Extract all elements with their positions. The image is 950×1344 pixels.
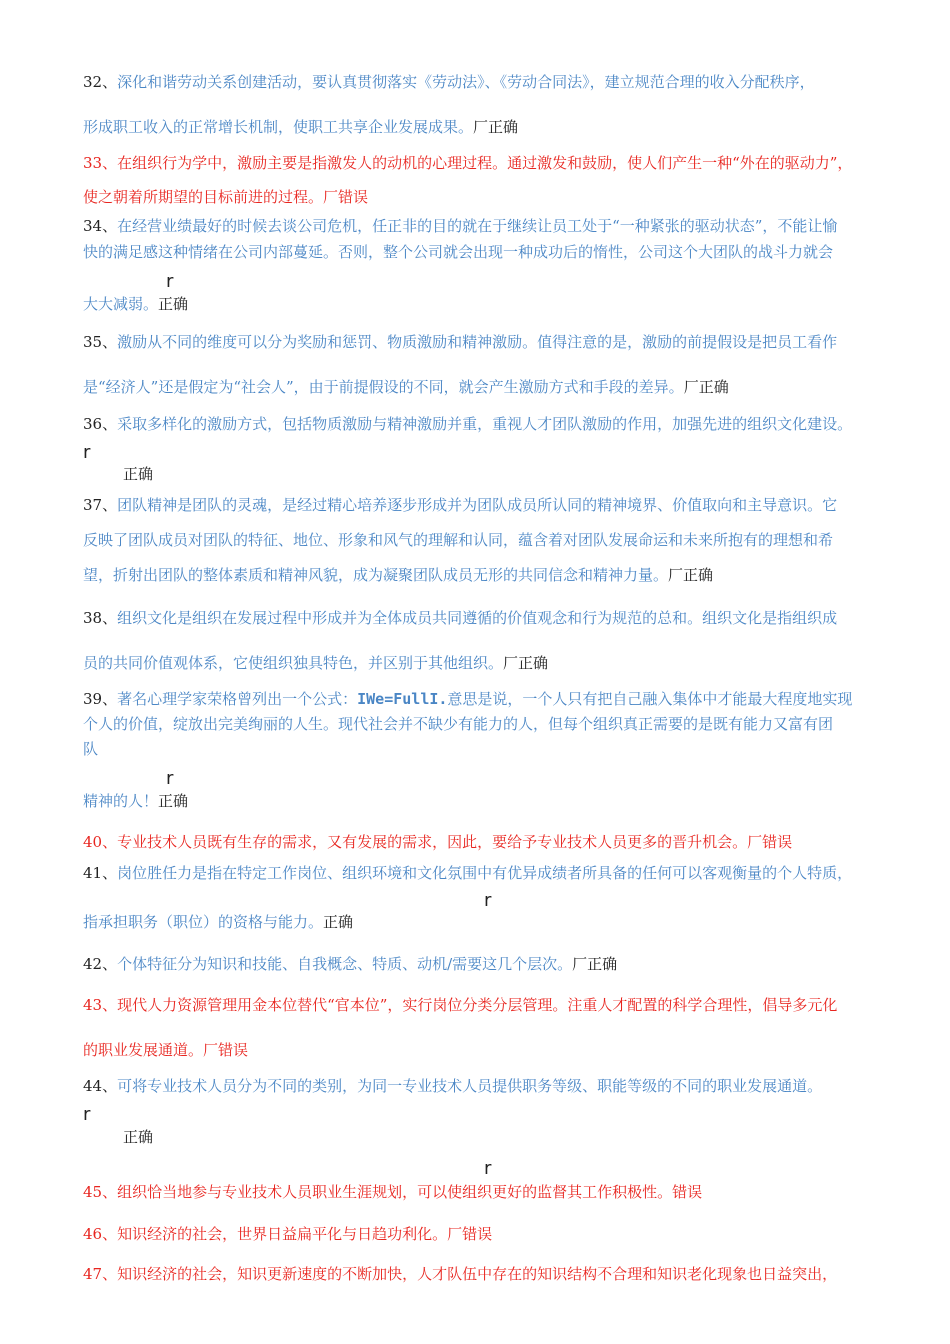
checkbox-mark: r	[166, 271, 174, 292]
answer-label: 厂错误	[447, 1225, 493, 1243]
checkbox-mark: r	[484, 890, 492, 911]
item-number: 39、	[83, 690, 118, 708]
answer-label: 错误	[672, 1183, 703, 1201]
item-number: 32、	[83, 73, 118, 91]
item-38-line-2: 员的共同价值观体系，它使组织独具特色，并区别于其他组织。厂正确	[83, 654, 549, 672]
item-number: 42、	[83, 955, 118, 973]
item-33-line-2: 使之朝着所期望的目标前进的过程。厂错误	[83, 188, 369, 206]
checkbox-mark: r	[83, 442, 91, 463]
item-number: 41、	[83, 864, 118, 882]
checkbox-mark: r	[83, 1104, 91, 1125]
item-number: 37、	[83, 496, 118, 514]
item-37-line-3: 望，折射出团队的整体素质和精神风貌，成为凝聚团队成员无形的共同信念和精神力量。厂正确	[83, 566, 714, 584]
item-35-line-1: 35、激励从不同的维度可以分为奖励和惩罚、物质激励和精神激励。值得注意的是，激励的前提假设是把员工看作	[83, 333, 838, 351]
item-45-line-1: 45、组织恰当地参与专业技术人员职业生涯规划，可以使组织更好的监督其工作积极性。错误	[83, 1183, 703, 1201]
item-36-line-1: 36、采取多样化的激励方式，包括物质激励与精神激励并重，重视人才团队激励的作用，加强先进的组织文化建设。	[83, 415, 853, 433]
item-number: 45、	[83, 1183, 118, 1201]
item-number: 35、	[83, 333, 118, 351]
item-number: 46、	[83, 1225, 118, 1243]
item-33-line-1: 33、在组织行为学中，激励主要是指激发人的动机的心理过程。通过激发和鼓励，使人们产生一种“外在的驱动力”，	[83, 154, 853, 172]
item-41-line-2: 指承担职务（职位）的资格与能力。正确	[83, 913, 354, 931]
answer-label: 正确	[123, 465, 154, 483]
item-40-line-1: 40、专业技术人员既有生存的需求，又有发展的需求，因此，要给予专业技术人员更多的晋升机会。厂错误	[83, 833, 793, 851]
answer-label: 正确	[158, 792, 189, 810]
item-number: 34、	[83, 217, 118, 235]
item-47-line-1: 47、知识经济的社会，知识更新速度的不断加快，人才队伍中存在的知识结构不合理和知识老化现象也日益突出，	[83, 1265, 838, 1283]
item-39-line-4: 精神的人！正确	[83, 792, 189, 810]
item-38-line-1: 38、组织文化是组织在发展过程中形成并为全体成员共同遵循的价值观念和行为规范的总和。组织文化是指组织成	[83, 609, 838, 627]
item-number: 40、	[83, 833, 118, 851]
item-32-line-2: 形成职工收入的正常增长机制，使职工共享企业发展成果。厂正确	[83, 118, 519, 136]
item-37-line-1: 37、团队精神是团队的灵魂，是经过精心培养逐步形成并为团队成员所认同的精神境界、价值取向和主导意识。它	[83, 496, 838, 514]
item-43-line-2: 的职业发展通道。厂错误	[83, 1041, 249, 1059]
answer-label: 厂正确	[503, 654, 549, 672]
item-42-line-1: 42、个体特征分为知识和技能、自我概念、特质、动机/需要这几个层次。厂正确	[83, 955, 618, 973]
answer-label: 正确	[158, 295, 189, 313]
answer-label: 厂正确	[668, 566, 714, 584]
item-34-line-1: 34、在经营业绩最好的时候去谈公司危机，任正非的目的就在于继续让员工处于“一种紧张的驱动状态”，不能让愉	[83, 217, 838, 235]
answer-label: 厂错误	[323, 188, 369, 206]
checkbox-mark: r	[166, 768, 174, 789]
item-43-line-1: 43、现代人力资源管理用金本位替代“官本位”，实行岗位分类分层管理。注重人才配置的科学合理性，倡导多元化	[83, 996, 838, 1014]
item-37-line-2: 反映了团队成员对团队的特征、地位、形象和风气的理解和认同，蕴含着对团队发展命运和未来所抱有的理想和希	[83, 531, 834, 549]
item-number: 38、	[83, 609, 118, 627]
item-44-line-1: 44、可将专业技术人员分为不同的类别，为同一专业技术人员提供职务等级、职能等级的不同的职业发展通道。	[83, 1077, 823, 1095]
item-41-line-1: 41、岗位胜任力是指在特定工作岗位、组织环境和文化氛围中有优异成绩者所具备的任何可以客观衡量的个人特质，	[83, 864, 853, 882]
item-35-line-2: 是“经济人”还是假定为“社会人”，由于前提假设的不同，就会产生激励方式和手段的差异。厂正确	[83, 378, 729, 396]
item-number: 36、	[83, 415, 118, 433]
answer-label: 厂正确	[473, 118, 519, 136]
item-number: 43、	[83, 996, 118, 1014]
answer-label: 厂正确	[683, 378, 729, 396]
item-34-line-3: 大大减弱。正确	[83, 295, 189, 313]
item-34-line-2: 快的满足感这种情绪在公司内部蔓延。否则，整个公司就会出现一种成功后的惰性，公司这个大团队的战斗力就会	[83, 243, 834, 261]
item-39-line-3: 队	[83, 740, 99, 758]
answer-label: 厂错误	[203, 1041, 249, 1059]
answer-label: 正确	[123, 1128, 154, 1146]
item-number: 44、	[83, 1077, 118, 1095]
item-32-line-1: 32、深化和谐劳动关系创建活动，要认真贯彻落实《劳动法》、《劳动合同法》，建立规范合理的收入分配秩序，	[83, 73, 815, 91]
formula: IWe=FullI.	[357, 690, 448, 708]
item-39-line-2: 个人的价值，绽放出完美绚丽的人生。现代社会并不缺少有能力的人，但每个组织真正需要的是既有能力又富有团	[83, 715, 834, 733]
answer-label: 厂正确	[572, 955, 618, 973]
answer-label: 正确	[323, 913, 354, 931]
item-46-line-1: 46、知识经济的社会，世界日益扁平化与日趋功利化。厂错误	[83, 1225, 493, 1243]
answer-label: 厂错误	[747, 833, 793, 851]
checkbox-mark: r	[484, 1158, 492, 1179]
item-39-line-1: 39、著名心理学家荣格曾列出一个公式：IWe=FullI.意思是说，一个人只有把自己融入集体中才能最大程度地实现	[83, 690, 853, 708]
item-number: 33、	[83, 154, 118, 172]
item-number: 47、	[83, 1265, 118, 1283]
